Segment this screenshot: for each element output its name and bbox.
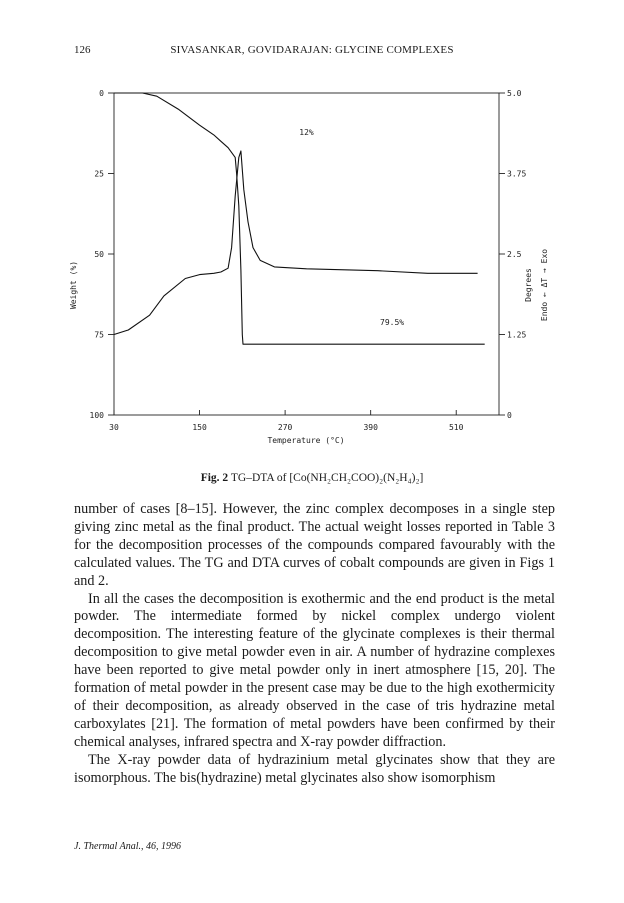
tg-dta-chart — [0, 75, 624, 465]
paragraph-2: In all the cases the decomposition is exothermic and the end product is the metal powder. The intermediate formed by nickel complex undergo violent decomposition. The interesting feature of the glycinate complexes is their thermal decomposition to give metal powder even in air. A number of hydrazine complexes have been reported to give metal powder only in inert atmosphere [15, 20]. The formation of metal powder in the present case may be due to the high exothermicity of their decomposition, as already observed in the case of tris hydrazine metal carboxylates [21]. The formation of metal powders have been confirmed by their chemical analyses, infrared spectra and X-ray powder diffraction. — [74, 590, 555, 750]
y-left-axis-ticks — [90, 89, 114, 420]
series-dta-line — [114, 151, 478, 335]
figure-caption-text: TG–DTA of [Co(NH₂CH₂COO)₂(N₂H₄)₂] — [230, 472, 424, 484]
paragraph-1: number of cases [8–15]. However, the zinc complex decomposes in a single step giving zinc metal as the final product. The actual weight losses reported in Table 3 for the decomposition processes of the compounds compared favourably with the calculated values. The TG and DTA curves of cobalt compounds are given in Figs 1 and 2. — [74, 501, 555, 589]
plot-frame — [114, 93, 499, 415]
y-right-tick-label: 5.0 — [507, 89, 522, 98]
y-left-tick-label: 50 — [94, 250, 104, 259]
dta-axis-label: Endo ← ΔT → Exo — [540, 248, 549, 322]
figure-label: Fig. 2 — [200, 472, 229, 484]
running-title: SIVASANKAR, GOVIDARAJAN: GLYCINE COMPLEXES — [170, 44, 454, 56]
y-right-tick-label: 1.25 — [507, 330, 527, 340]
x-axis-ticks — [109, 410, 463, 432]
journal-footer: J. Thermal Anal., 46, 1996 — [74, 841, 182, 852]
y-right-tick-label: 0 — [507, 411, 512, 420]
x-axis-label: Temperature (°C) — [267, 436, 345, 445]
x-tick-label: 510 — [448, 423, 464, 432]
running-head — [0, 44, 624, 60]
x-tick-label: 30 — [109, 423, 119, 432]
y-left-tick-label: 0 — [99, 89, 104, 98]
paragraph-3: The X-ray powder data of hydrazinium metal glycinates show that they are isomorphous. The bis(hydrazine) metal glycinates also show isomorphism — [74, 751, 555, 786]
body-text — [74, 501, 555, 788]
y-right-axis-ticks — [499, 89, 526, 420]
y-right-tick-label: 2.5 — [507, 250, 522, 259]
figure-caption — [0, 472, 624, 484]
y-left-tick-label: 75 — [94, 330, 104, 340]
annotation-label: 79.5% — [380, 317, 405, 327]
annotation-label: 12% — [299, 127, 314, 137]
page-number: 126 — [74, 44, 91, 56]
x-tick-label: 270 — [277, 423, 293, 432]
y-right-axis-label: Degrees — [524, 268, 533, 302]
y-left-axis-label: Weight (%) — [69, 260, 78, 310]
x-tick-label: 150 — [192, 423, 207, 432]
y-right-tick-label: 3.75 — [507, 169, 527, 179]
y-left-tick-label: 100 — [89, 411, 104, 420]
x-tick-label: 390 — [363, 423, 378, 432]
chart-annotations — [299, 128, 404, 327]
y-left-tick-label: 25 — [94, 169, 104, 179]
